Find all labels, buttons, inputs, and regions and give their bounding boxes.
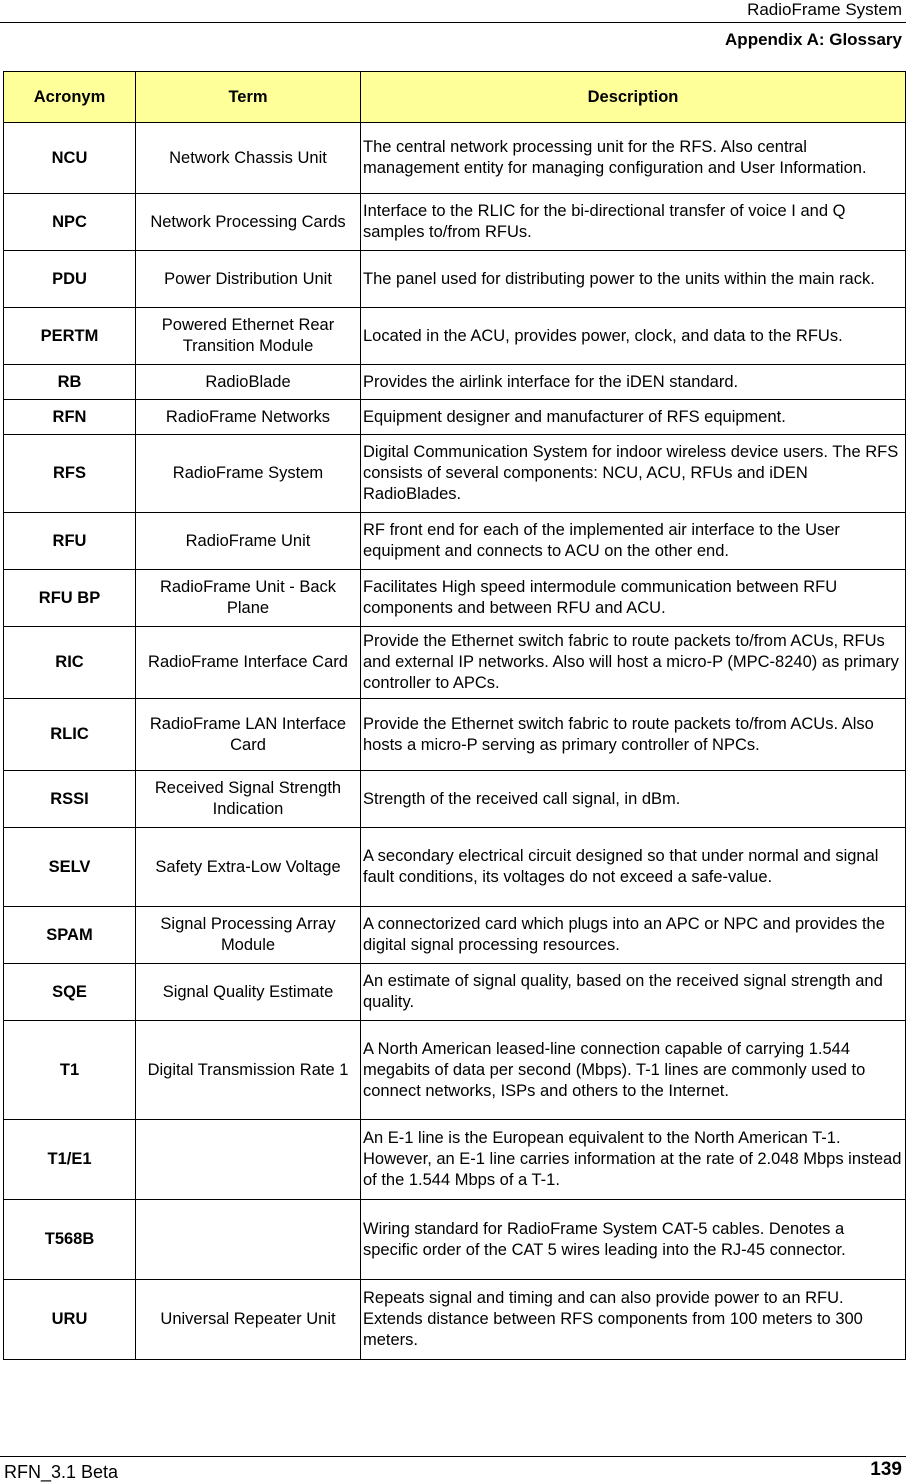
description-cell: Digital Communication System for indoor wireless device users. The RFS consists of several components: NCU, ACU, RFUs and iDEN RadioBlades. [361,435,906,513]
footer-doc-id: RFN_3.1 Beta [4,1462,119,1482]
table-row [4,907,906,964]
acronym-cell: SQE [4,964,136,1021]
term-cell: Signal Quality Estimate [136,964,361,1021]
acronym-cell: SELV [4,828,136,907]
description-cell: The central network processing unit for the RFS. Also central management entity for managing configuration and User Information. [361,123,906,194]
description-cell: Provide the Ethernet switch fabric to route packets to/from ACUs, RFUs and external IP networks. Also will host a micro-P (MPC-8240) as primary controller to APCs. [361,627,906,699]
acronym-cell: NPC [4,194,136,251]
table-row [4,513,906,570]
description-cell: A North American leased-line connection capable of carrying 1.544 megabits of data per second (Mbps). T-1 lines are commonly used to connect networks, ISPs and others to the Internet. [361,1021,906,1120]
term-cell: RadioFrame LAN Interface Card [136,699,361,771]
table-row [4,1200,906,1280]
description-cell: Interface to the RLIC for the bi-directional transfer of voice I and Q samples to/from RFUs. [361,194,906,251]
term-cell: RadioFrame System [136,435,361,513]
table-row [4,771,906,828]
table-header-row [4,72,906,123]
description-cell: Repeats signal and timing and can also provide power to an RFU. Extends distance between RFS components from 100 meters to 300 meters. [361,1280,906,1360]
acronym-cell: RFU [4,513,136,570]
term-cell: Power Distribution Unit [136,251,361,308]
term-cell: Universal Repeater Unit [136,1280,361,1360]
term-cell: Digital Transmission Rate 1 [136,1021,361,1120]
description-cell: Wiring standard for RadioFrame System CAT-5 cables. Denotes a specific order of the CAT 5 wires leading into the RJ-45 connector. [361,1200,906,1280]
acronym-cell: RSSI [4,771,136,828]
description-cell: An E-1 line is the European equivalent to the North American T-1. However, an E-1 line carries information at the rate of 2.048 Mbps instead of the 1.544 Mbps of a T-1. [361,1120,906,1200]
page-number: 139 [870,1459,902,1480]
acronym-cell: NCU [4,123,136,194]
column-header-description: Description [361,72,906,123]
acronym-cell: RFU BP [4,570,136,627]
table-row [4,964,906,1021]
description-cell: RF front end for each of the implemented air interface to the User equipment and connects to ACU on the other end. [361,513,906,570]
table-row [4,627,906,699]
term-cell: RadioFrame Unit - Back Plane [136,570,361,627]
term-cell [136,1200,361,1280]
table-row [4,400,906,435]
description-cell: Provides the airlink interface for the iDEN standard. [361,365,906,400]
term-cell: Signal Processing Array Module [136,907,361,964]
description-cell: A connectorized card which plugs into an APC or NPC and provides the digital signal processing resources. [361,907,906,964]
glossary-table [3,71,906,1360]
description-cell: An estimate of signal quality, based on the received signal strength and quality. [361,964,906,1021]
table-row [4,570,906,627]
table-row [4,123,906,194]
description-cell: Facilitates High speed intermodule communication between RFU components and between RFU and ACU. [361,570,906,627]
acronym-cell: T1/E1 [4,1120,136,1200]
description-cell: Strength of the received call signal, in dBm. [361,771,906,828]
running-header-section: Appendix A: Glossary [725,30,902,49]
description-cell: Equipment designer and manufacturer of RFS equipment. [361,400,906,435]
term-cell: RadioFrame Networks [136,400,361,435]
footer-rule [0,1456,906,1457]
table-row [4,194,906,251]
acronym-cell: PERTM [4,308,136,365]
term-cell: Powered Ethernet Rear Transition Module [136,308,361,365]
description-cell: Provide the Ethernet switch fabric to route packets to/from ACUs. Also hosts a micro-P serving as primary controller of NPCs. [361,699,906,771]
column-header-acronym: Acronym [4,72,136,123]
acronym-cell: T1 [4,1021,136,1120]
table-row [4,699,906,771]
table-row [4,1280,906,1360]
header-rule [0,22,906,23]
acronym-cell: T568B [4,1200,136,1280]
term-cell: Network Chassis Unit [136,123,361,194]
table-row [4,1021,906,1120]
term-cell: Safety Extra-Low Voltage [136,828,361,907]
glossary-rows [4,123,906,1360]
acronym-cell: RIC [4,627,136,699]
column-header-term: Term [136,72,361,123]
table-row [4,251,906,308]
acronym-cell: SPAM [4,907,136,964]
description-cell: The panel used for distributing power to the units within the main rack. [361,251,906,308]
acronym-cell: PDU [4,251,136,308]
table-row [4,365,906,400]
term-cell: Received Signal Strength Indication [136,771,361,828]
term-cell [136,1120,361,1200]
acronym-cell: RB [4,365,136,400]
acronym-cell: RLIC [4,699,136,771]
table-row [4,828,906,907]
acronym-cell: URU [4,1280,136,1360]
term-cell: Network Processing Cards [136,194,361,251]
table-row [4,435,906,513]
acronym-cell: RFN [4,400,136,435]
acronym-cell: RFS [4,435,136,513]
term-cell: RadioFrame Interface Card [136,627,361,699]
description-cell: Located in the ACU, provides power, clock, and data to the RFUs. [361,308,906,365]
running-header-title: RadioFrame System [747,0,902,19]
term-cell: RadioBlade [136,365,361,400]
table-row [4,308,906,365]
term-cell: RadioFrame Unit [136,513,361,570]
description-cell: A secondary electrical circuit designed so that under normal and signal fault conditions, its voltages do not exceed a safe-value. [361,828,906,907]
table-row [4,1120,906,1200]
